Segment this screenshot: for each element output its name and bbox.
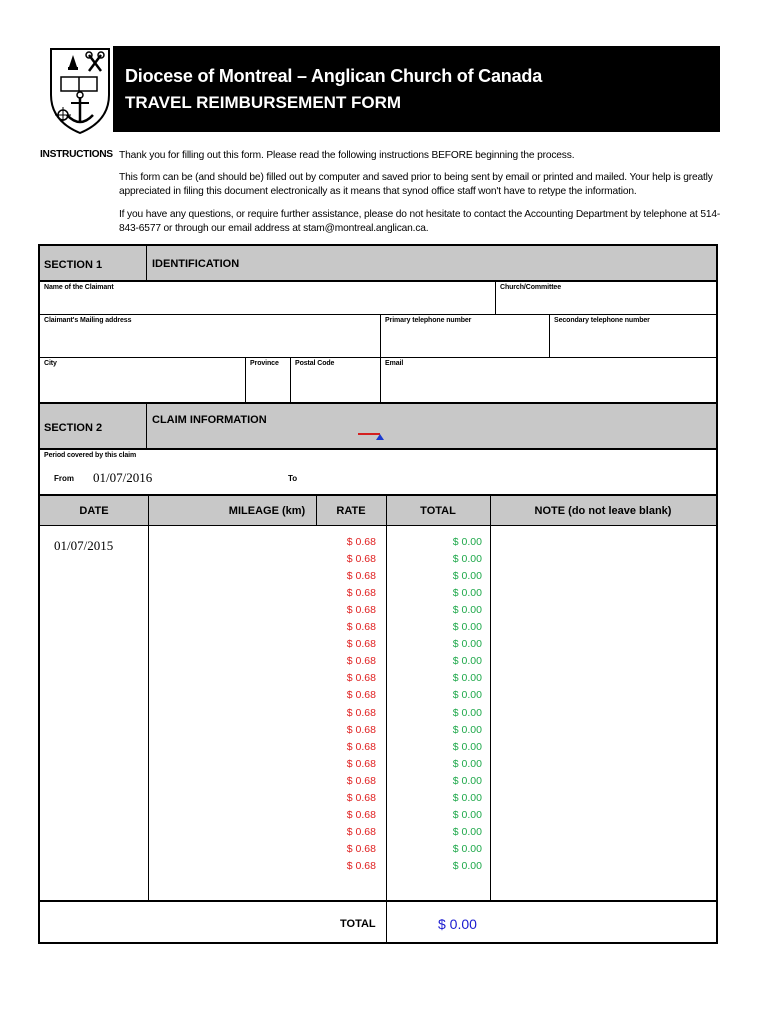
header-total: TOTAL [420,505,456,517]
title-banner [113,46,720,132]
rate-cell: $ 0.68 [346,587,376,600]
from-label: From [54,474,74,483]
total-cell: $ 0.00 [452,842,482,855]
section-2-label: SECTION 2 [44,422,103,434]
total-cell: $ 0.00 [452,723,482,736]
total-cell: $ 0.00 [452,689,482,702]
rate-cell: $ 0.68 [346,706,376,719]
header-note: NOTE (do not leave blank) [534,505,672,517]
postal-code-label: Postal Code [295,360,335,367]
total-cell: $ 0.00 [452,604,482,617]
total-cell: $ 0.00 [452,587,482,600]
rate-cell: $ 0.68 [346,774,376,787]
total-cell: $ 0.00 [452,621,482,634]
rate-cell: $ 0.68 [346,740,376,753]
title-line-2: TRAVEL REIMBURSEMENT FORM [125,93,402,112]
section-1-title: IDENTIFICATION [152,258,240,270]
rate-cell: $ 0.68 [346,553,376,566]
period-label: Period covered by this claim [44,452,137,459]
claimant-name-field[interactable] [40,282,496,315]
total-cell: $ 0.00 [452,706,482,719]
city-label: City [44,360,57,367]
secondary-phone-field[interactable] [550,315,716,358]
rate-cell: $ 0.68 [346,842,376,855]
grand-total-value: $ 0.00 [438,916,477,932]
total-cell: $ 0.00 [452,757,482,770]
date-cell[interactable]: 01/07/2015 [54,538,114,553]
section-1-label: SECTION 1 [44,259,103,271]
secondary-phone-label: Secondary telephone number [554,317,650,324]
reimbursement-form [38,244,718,944]
rate-cell: $ 0.68 [346,621,376,634]
grand-total-label: TOTAL [340,918,376,930]
primary-phone-field[interactable] [381,315,549,358]
total-cell: $ 0.00 [452,672,482,685]
total-cell: $ 0.00 [452,825,482,838]
instructions-label: INSTRUCTIONS [40,149,113,160]
church-committee-label: Church/Committee [500,284,562,291]
rate-cell: $ 0.68 [346,808,376,821]
total-cell: $ 0.00 [452,859,482,872]
edit-caret-icon [376,434,384,440]
total-cell: $ 0.00 [452,553,482,566]
province-label: Province [250,360,279,367]
email-field[interactable] [381,358,716,402]
total-cell: $ 0.00 [452,808,482,821]
total-cell: $ 0.00 [452,774,482,787]
instructions-paragraph-3: If you have any questions, or require further assistance, please do not hesitate to contact the Accounting Department by telephone at 514-843-6577 or through our email address at stam@montreal.anglican.ca. [119,209,721,234]
total-cell: $ 0.00 [452,791,482,804]
total-cell: $ 0.00 [452,638,482,651]
rate-cell: $ 0.68 [346,859,376,872]
postal-code-field[interactable] [291,358,380,402]
rate-cell: $ 0.68 [346,825,376,838]
rate-cell: $ 0.68 [346,655,376,668]
header-rate: RATE [336,505,366,517]
rate-cell: $ 0.68 [346,672,376,685]
from-date-input[interactable]: 01/07/2016 [93,470,153,485]
total-cell: $ 0.00 [452,655,482,668]
total-cell: $ 0.00 [452,536,482,548]
instructions-paragraph-1: Thank you for filling out this form. Please read the following instructions BEFORE beginning the process. [119,150,575,161]
rate-cell: $ 0.68 [346,791,376,804]
email-label: Email [385,360,404,367]
primary-phone-label: Primary telephone number [385,317,472,324]
instructions-paragraph-2: This form can be (and should be) filled out by computer and saved prior to being sent by email or printed and mailed. Your help is greatly appreciated in filing this document electronically as it means that synod office staff won't have to retype the information. [119,172,713,197]
to-date-input[interactable] [310,470,430,486]
section-2-bar [40,402,716,450]
rate-cell: $ 0.68 [346,757,376,770]
table-header-row [40,494,716,526]
rate-cell: $ 0.68 [346,536,376,548]
rate-cell: $ 0.68 [346,638,376,651]
to-label: To [288,474,298,483]
section-2-title: CLAIM INFORMATION [152,414,267,426]
total-cell: $ 0.00 [452,570,482,583]
rate-cell: $ 0.68 [346,604,376,617]
rate-cell: $ 0.68 [346,689,376,702]
section-1-bar [40,246,716,282]
rate-cell: $ 0.68 [346,723,376,736]
header-date: DATE [79,505,109,517]
total-cell: $ 0.00 [452,740,482,753]
rate-cell: $ 0.68 [346,570,376,583]
province-field[interactable] [246,358,290,402]
claimant-name-label: Name of the Claimant [44,284,114,291]
diocese-crest-icon [47,45,113,135]
header-mileage: MILEAGE (km) [228,505,306,517]
city-field[interactable] [40,358,245,402]
mailing-address-field[interactable] [40,315,380,358]
church-committee-field[interactable] [496,282,716,315]
title-line-1: Diocese of Montreal – Anglican Church of Canada [125,66,543,86]
mailing-address-label: Claimant's Mailing address [44,317,132,324]
